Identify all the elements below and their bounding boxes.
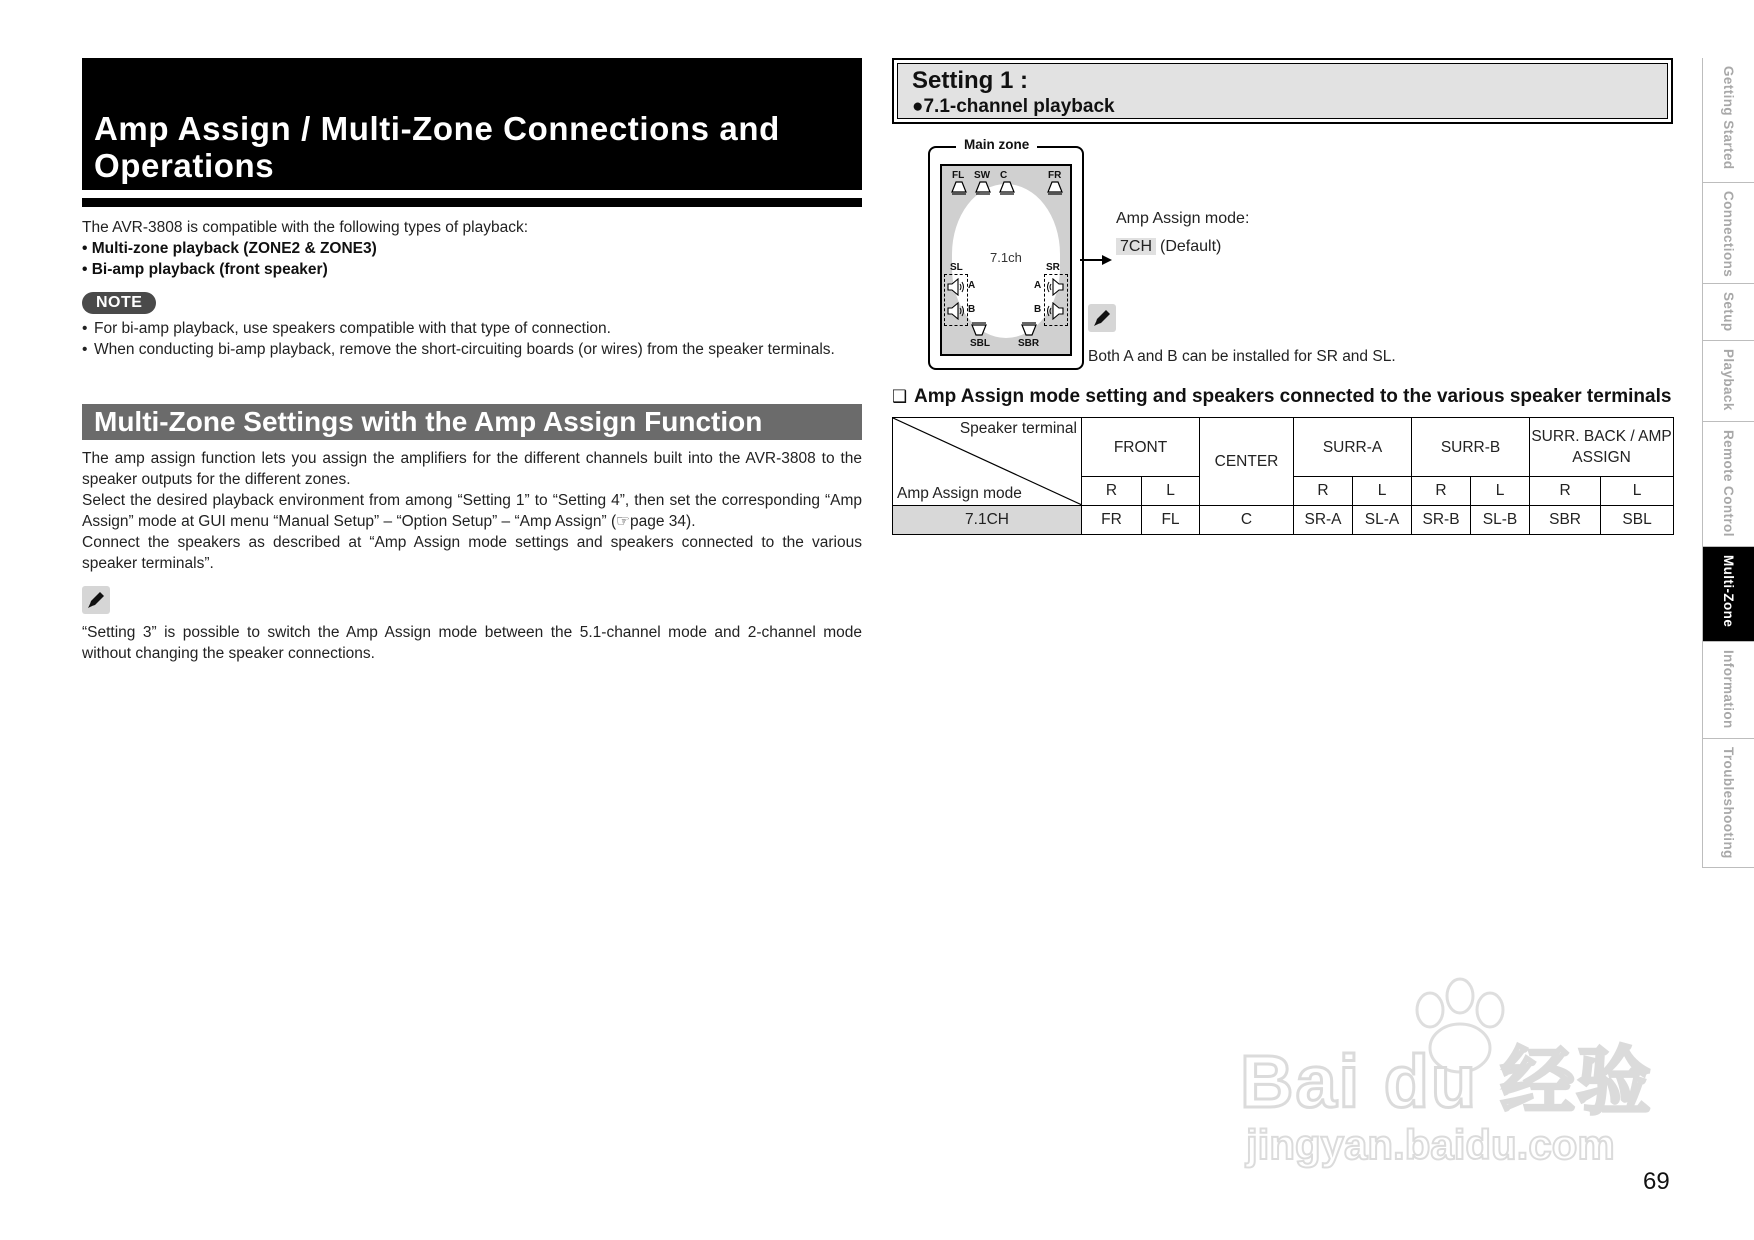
checkbox-square-icon: ❑ — [892, 387, 908, 406]
tab-information[interactable]: Information — [1702, 642, 1754, 739]
arrow-right-icon — [1080, 254, 1114, 266]
speaker-label-a-right: A — [1034, 280, 1042, 291]
column-header-surr-a: SURR-A — [1294, 418, 1412, 477]
table-row — [893, 506, 1674, 535]
section-paragraph: Connect the speakers as described at “Amp Assign mode settings and speakers connected to the various speaker terminals”. — [82, 534, 862, 572]
table-cell: FR — [1082, 506, 1142, 535]
speaker-sl-a-icon — [946, 278, 966, 296]
sub-header: R — [1412, 477, 1471, 506]
speaker-label-sbr: SBR — [1018, 338, 1040, 349]
bullet-icon: • — [82, 320, 88, 337]
table-cell: SBR — [1530, 506, 1601, 535]
page-number: 69 — [1643, 1168, 1670, 1195]
bullet-icon: • — [82, 341, 88, 358]
title-underline — [82, 198, 862, 207]
speaker-c-icon — [998, 181, 1016, 195]
sub-header: R — [1294, 477, 1353, 506]
right-column — [892, 58, 1673, 535]
table-cell: FL — [1142, 506, 1200, 535]
section-title-block — [82, 404, 862, 440]
room-outline — [940, 164, 1072, 356]
table-cell: C — [1200, 506, 1294, 535]
tab-troubleshooting[interactable]: Troubleshooting — [1702, 739, 1754, 868]
speaker-sr-a-icon — [1045, 278, 1065, 296]
both-ab-note: Both A and B can be installed for SR and SL. — [1088, 348, 1396, 365]
section-paragraph: The amp assign function lets you assign the amplifiers for the different channels built into the AVR-3808 to the speaker outputs for the different zones. — [82, 450, 862, 488]
note-item: • For bi-amp playback, use speakers compatible with that type of connection. — [82, 320, 611, 337]
tab-playback[interactable]: Playback — [1702, 341, 1754, 422]
intro-text: The AVR-3808 is compatible with the following types of playback: — [82, 219, 529, 236]
speaker-label-b-left: B — [968, 304, 976, 315]
setting3-note: “Setting 3” is possible to switch the Amp Assign mode between the 5.1-channel mode and 2-channel mode without changing the speaker connections. — [82, 624, 862, 662]
setting-subtitle: ●7.1-channel playback — [912, 96, 1115, 117]
main-title-block — [82, 58, 862, 190]
sub-header: L — [1471, 477, 1530, 506]
sub-header: L — [1601, 477, 1674, 506]
table-cell: SL-A — [1353, 506, 1412, 535]
speaker-label-c: C — [1000, 170, 1008, 181]
table-heading: ❑ Amp Assign mode setting and speakers connected to the various speaker terminals — [892, 386, 1672, 407]
sub-header: L — [1353, 477, 1412, 506]
column-header-surr-back: SURR. BACK / AMP ASSIGN — [1530, 418, 1674, 477]
speaker-label-sl: SL — [950, 262, 963, 273]
pencil-icon — [82, 586, 110, 614]
speaker-terminal-label: Speaker terminal — [959, 420, 1077, 437]
watermark-text: Bai du 经验 — [1240, 1040, 1653, 1123]
tab-connections[interactable]: Connections — [1702, 183, 1754, 284]
speaker-sr-b-icon — [1045, 302, 1065, 320]
table-cell: SL-B — [1471, 506, 1530, 535]
left-column — [82, 58, 862, 664]
amp-assign-mode-label: Amp Assign mode: — [1116, 210, 1250, 227]
baidu-watermark — [1240, 976, 1660, 1176]
note-item: • When conducting bi-amp playback, remove the short-circuiting boards (or wires) from the speaker terminals. — [82, 341, 835, 358]
pencil-icon — [1088, 304, 1116, 332]
sub-header: R — [1082, 477, 1142, 506]
main-zone-box — [928, 146, 1084, 370]
speaker-terminal-table — [892, 417, 1674, 535]
note-badge: NOTE — [82, 292, 156, 314]
column-header-front: FRONT — [1082, 418, 1200, 477]
speaker-sbl-icon — [970, 322, 988, 336]
speaker-sw-icon — [974, 181, 992, 195]
section-title: Multi-Zone Settings with the Amp Assign Function — [94, 406, 763, 437]
speaker-label-fr: FR — [1048, 170, 1062, 181]
speaker-label-b-right: B — [1034, 304, 1042, 315]
sub-header: L — [1142, 477, 1200, 506]
tab-getting-started[interactable]: Getting Started — [1702, 58, 1754, 183]
speaker-label-sr: SR — [1046, 262, 1060, 273]
speaker-fl-icon — [950, 181, 968, 195]
speaker-sbr-icon — [1020, 322, 1038, 336]
setting-header — [892, 58, 1673, 124]
speaker-sl-b-icon — [946, 302, 966, 320]
speaker-label-a-left: A — [968, 280, 976, 291]
sub-header: R — [1530, 477, 1601, 506]
tab-remote-control[interactable]: Remote Control — [1702, 422, 1754, 547]
channel-label: 7.1ch — [990, 250, 1022, 265]
main-zone-label: Main zone — [956, 136, 1037, 154]
speaker-fr-icon — [1046, 181, 1064, 195]
amp-assign-mode-value: 7CH — [1116, 238, 1156, 255]
amp-assign-default-label: (Default) — [1160, 238, 1222, 255]
tab-setup[interactable]: Setup — [1702, 284, 1754, 341]
section-body — [82, 448, 862, 574]
speaker-diagram — [892, 134, 1673, 384]
chapter-tabs — [1702, 58, 1754, 868]
table-cell: SR-A — [1294, 506, 1353, 535]
tab-multi-zone[interactable]: Multi-Zone — [1702, 547, 1754, 642]
amp-assign-mode-header: Amp Assign mode — [897, 485, 1022, 502]
speaker-label-sbl: SBL — [970, 338, 990, 349]
page-title: Amp Assign / Multi-Zone Connections and Operations — [94, 110, 780, 184]
column-header-surr-b: SURR-B — [1412, 418, 1530, 477]
table-cell: SR-B — [1412, 506, 1471, 535]
playback-type-biamp: • Bi-amp playback (front speaker) — [82, 261, 328, 278]
speaker-label-sw: SW — [974, 170, 991, 181]
playback-type-multizone: • Multi-zone playback (ZONE2 & ZONE3) — [82, 240, 377, 257]
mode-cell: 7.1CH — [893, 506, 1082, 535]
watermark-url: jingyan.baidu.com — [1246, 1121, 1615, 1168]
table-cell: SBL — [1601, 506, 1674, 535]
setting-title: Setting 1 : — [912, 67, 1029, 94]
column-header-center: CENTER — [1200, 418, 1294, 506]
notes-list — [82, 318, 862, 360]
speaker-label-fl: FL — [952, 170, 965, 181]
section-paragraph: Select the desired playback environment from among “Setting 1” to “Setting 4”, then set the corresponding “Amp Assign” mode at GUI menu “Manual Setup” – “Option Setup” – “Amp Assign” (☞page 34). — [82, 492, 862, 530]
table-corner-cell — [893, 418, 1082, 506]
